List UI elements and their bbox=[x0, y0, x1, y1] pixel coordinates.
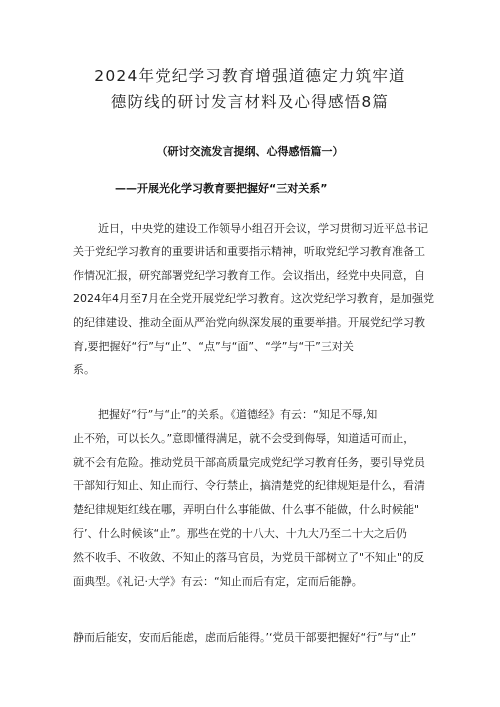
paragraph-1-line-2: 关于党纪学习教育的重要讲话和重要指示精神，听取党纪学习教育准备工 bbox=[73, 245, 425, 258]
paragraph-3-line-1: 静而后能安，安而后能虑，虑而后能得。’‘党员干部要把握好“行”与“止” bbox=[73, 631, 417, 644]
paragraph-2-line-7: 然不收手、不收敛、不知止的落马官员，为党员干部树立了"不知止"的反 bbox=[73, 551, 425, 564]
paragraph-2-line-2: 止不殆，可以长久。”意即懂得满足，就不会受到侮辱，知道适可而止， bbox=[73, 432, 415, 445]
document-title-line-2: 德防线的研讨发言材料及心得感悟8篇 bbox=[110, 93, 390, 111]
paragraph-2-lead: 把握好“行”与“止”的关系。 bbox=[98, 408, 231, 421]
document-title-line-1: 2024年党纪学习教育增强道德定力筑牢道 bbox=[94, 67, 406, 85]
paragraph-2-line-5: 楚纪律规矩红线在哪，弄明白什么事能做、什么事不能做，什么时候能" bbox=[73, 503, 420, 516]
section-subtitle: ——开展光化学习教育要把握好“三对关系” bbox=[115, 182, 328, 195]
paragraph-2-line-3: 就不会有危险。推动党员干部高质量完成党纪学习教育任务，要引导党员 bbox=[73, 456, 425, 469]
paragraph-1-line-7: 系。 bbox=[73, 363, 95, 376]
paragraph-1-line-4: 2024年4月至7月在全党开展党纪学习教育。这次党纪学习教育，是加强党 bbox=[73, 292, 434, 305]
paragraph-1-line-1: 近日，中央党的建设工作领导小组召开会议，学习贯彻习近平总书记 bbox=[98, 222, 428, 235]
paragraph-2-line-8: 面典型。《礼记·大学》有云：“知止而后有定，定而后能静。 bbox=[73, 575, 363, 588]
paragraph-2-line-1 bbox=[98, 406, 443, 422]
paragraph-1-line-5: 的纪律建设、推动全面从严治党向纵深发展的重要举措。开展党纪学习教 bbox=[73, 316, 425, 329]
section-label: （研讨交流发言提纲、心得感悟篇一） bbox=[156, 145, 344, 158]
paragraph-2-line-4: 干部知行知止、知止而行、令行禁止，搞清楚党的纪律规矩是什么，看清 bbox=[73, 479, 425, 492]
paragraph-1-line-3: 作情况汇报，研究部署党纪学习教育工作。会议指出，经党中央同意，自 bbox=[73, 269, 425, 282]
paragraph-2-first: 《道德经》有云：“知足不辱,知 bbox=[230, 408, 378, 421]
paragraph-2-line-6: 行’、什么时候该“止”。那些在党的十八大、十九大乃至二十大之后仍 bbox=[73, 527, 407, 540]
paragraph-1-line-6: 育,要把握好“行”与“止”、“点”与“面”、“学”与“干”三对关 bbox=[73, 340, 354, 353]
